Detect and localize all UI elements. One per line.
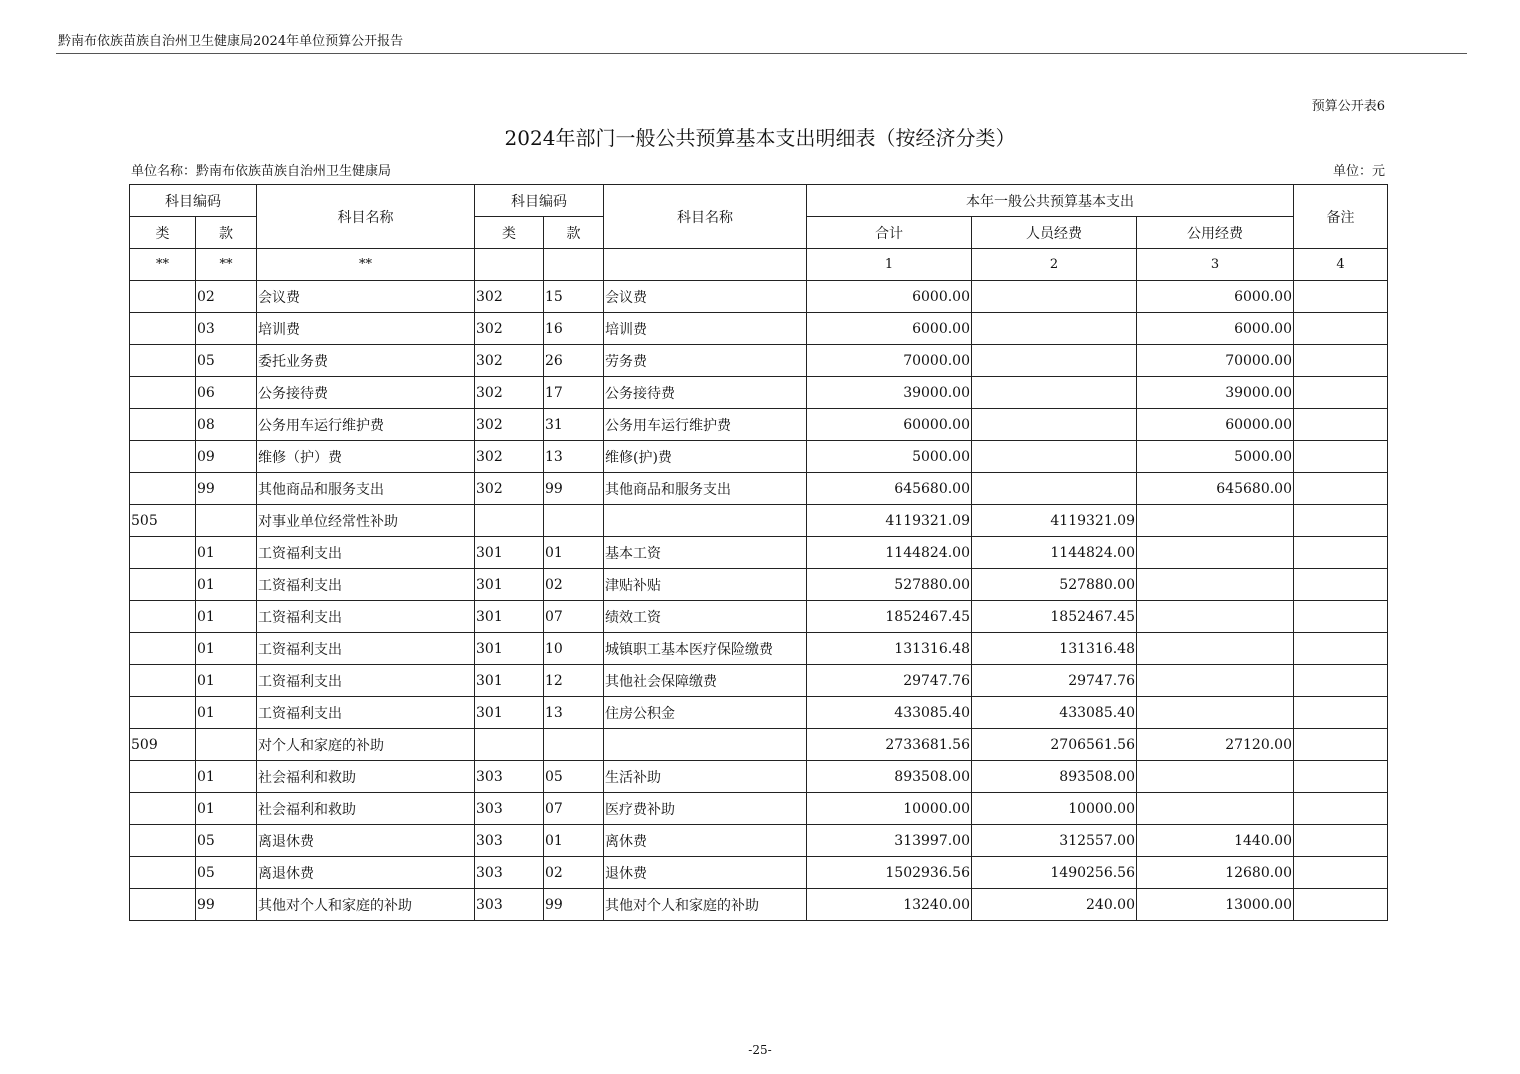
personnel-cell: 10000.00 [972,793,1137,825]
econ-kuan-cell: 01 [544,537,604,569]
func-kuan-cell: 01 [196,793,257,825]
table-row [130,473,1388,505]
total-cell: 2733681.56 [807,729,972,761]
table-row [130,633,1388,665]
func-kuan-cell: 06 [196,377,257,409]
header-divider [56,53,1467,54]
func-kuan-cell: 05 [196,825,257,857]
func-lei-cell [130,825,196,857]
expenditure-table [129,184,1388,921]
func-name-cell: 离退休费 [257,825,475,857]
func-lei-cell [130,409,196,441]
index-cell: 1 [807,249,972,281]
remark-cell [1294,601,1388,633]
remark-cell [1294,665,1388,697]
table-row [130,345,1388,377]
econ-name-cell: 退休费 [604,857,807,889]
econ-name-cell [604,505,807,537]
econ-lei-cell: 301 [475,569,544,601]
page-number: -25- [748,1043,772,1057]
table-row [130,825,1388,857]
personnel-cell: 4119321.09 [972,505,1137,537]
personnel-cell [972,377,1137,409]
func-name-cell: 委托业务费 [257,345,475,377]
econ-lei-cell: 302 [475,345,544,377]
public-cell: 60000.00 [1137,409,1294,441]
table-row [130,377,1388,409]
func-lei-cell [130,345,196,377]
func-lei-cell [130,665,196,697]
econ-kuan-cell: 05 [544,761,604,793]
remark-cell [1294,377,1388,409]
func-name-cell: 公务接待费 [257,377,475,409]
remark-cell [1294,569,1388,601]
personnel-cell: 131316.48 [972,633,1137,665]
remark-cell [1294,697,1388,729]
public-cell [1137,569,1294,601]
form-number: 预算公开表6 [1311,99,1385,114]
table-row [130,281,1388,313]
func-lei-cell [130,889,196,921]
func-kuan-cell: 01 [196,633,257,665]
total-cell: 5000.00 [807,441,972,473]
header-public: 公用经费 [1137,217,1294,249]
econ-name-cell: 维修(护)费 [604,441,807,473]
func-name-cell: 工资福利支出 [257,665,475,697]
index-cell [604,249,807,281]
total-cell: 1852467.45 [807,601,972,633]
index-cell: 3 [1137,249,1294,281]
public-cell: 27120.00 [1137,729,1294,761]
table-row [130,313,1388,345]
func-name-cell: 工资福利支出 [257,569,475,601]
personnel-cell [972,441,1137,473]
table-row [130,889,1388,921]
public-cell: 6000.00 [1137,313,1294,345]
index-cell [544,249,604,281]
header-code-group-econ: 科目编码 [475,185,604,217]
func-name-cell: 工资福利支出 [257,537,475,569]
total-cell: 10000.00 [807,793,972,825]
func-name-cell: 维修（护）费 [257,441,475,473]
header-name: 科目名称 [257,185,475,249]
index-row [130,249,1388,281]
personnel-cell: 240.00 [972,889,1137,921]
public-cell [1137,633,1294,665]
remark-cell [1294,761,1388,793]
econ-name-cell: 其他社会保障缴费 [604,665,807,697]
total-cell: 39000.00 [807,377,972,409]
func-name-cell: 公务用车运行维护费 [257,409,475,441]
unit-name: 单位名称：黔南布依族苗族自治州卫生健康局 [131,164,392,179]
econ-kuan-cell: 07 [544,793,604,825]
public-cell: 6000.00 [1137,281,1294,313]
public-cell [1137,793,1294,825]
public-cell [1137,761,1294,793]
total-cell: 527880.00 [807,569,972,601]
index-cell: ** [196,249,257,281]
personnel-cell [972,313,1137,345]
total-cell: 4119321.09 [807,505,972,537]
total-cell: 29747.76 [807,665,972,697]
func-name-cell: 对事业单位经常性补助 [257,505,475,537]
public-cell: 12680.00 [1137,857,1294,889]
econ-name-cell: 津贴补贴 [604,569,807,601]
econ-name-cell: 培训费 [604,313,807,345]
personnel-cell: 1144824.00 [972,537,1137,569]
func-lei-cell [130,793,196,825]
index-cell: 4 [1294,249,1388,281]
personnel-cell: 29747.76 [972,665,1137,697]
func-name-cell: 培训费 [257,313,475,345]
econ-kuan-cell [544,729,604,761]
remark-cell [1294,857,1388,889]
personnel-cell: 433085.40 [972,697,1137,729]
header-kuan-econ: 款 [544,217,604,249]
econ-lei-cell: 301 [475,601,544,633]
econ-kuan-cell: 99 [544,473,604,505]
func-lei-cell [130,857,196,889]
func-kuan-cell: 99 [196,473,257,505]
public-cell: 5000.00 [1137,441,1294,473]
personnel-cell [972,345,1137,377]
header-lei: 类 [130,217,196,249]
func-lei-cell [130,601,196,633]
public-cell: 70000.00 [1137,345,1294,377]
econ-kuan-cell: 07 [544,601,604,633]
econ-lei-cell: 303 [475,857,544,889]
func-name-cell: 工资福利支出 [257,633,475,665]
total-cell: 6000.00 [807,313,972,345]
econ-lei-cell: 302 [475,441,544,473]
public-cell: 645680.00 [1137,473,1294,505]
econ-lei-cell: 301 [475,537,544,569]
personnel-cell: 312557.00 [972,825,1137,857]
econ-name-cell: 生活补助 [604,761,807,793]
func-kuan-cell: 01 [196,697,257,729]
econ-lei-cell: 301 [475,665,544,697]
header-budget-group: 本年一般公共预算基本支出 [807,185,1294,217]
currency-unit: 单位：元 [1332,164,1385,179]
func-kuan-cell: 09 [196,441,257,473]
index-cell: 2 [972,249,1137,281]
econ-kuan-cell: 02 [544,857,604,889]
remark-cell [1294,825,1388,857]
personnel-cell: 527880.00 [972,569,1137,601]
func-kuan-cell: 01 [196,665,257,697]
func-name-cell: 工资福利支出 [257,601,475,633]
econ-lei-cell: 302 [475,377,544,409]
total-cell: 60000.00 [807,409,972,441]
func-lei-cell [130,281,196,313]
econ-kuan-cell: 31 [544,409,604,441]
func-name-cell: 会议费 [257,281,475,313]
econ-lei-cell: 302 [475,281,544,313]
econ-name-cell: 其他对个人和家庭的补助 [604,889,807,921]
table-row [130,569,1388,601]
func-lei-cell: 509 [130,729,196,761]
header-lei-econ: 类 [475,217,544,249]
econ-kuan-cell [544,505,604,537]
econ-name-cell: 公务用车运行维护费 [604,409,807,441]
personnel-cell [972,409,1137,441]
econ-kuan-cell: 10 [544,633,604,665]
total-cell: 433085.40 [807,697,972,729]
econ-name-cell: 基本工资 [604,537,807,569]
econ-lei-cell: 301 [475,633,544,665]
func-kuan-cell: 01 [196,761,257,793]
func-kuan-cell [196,729,257,761]
header-total: 合计 [807,217,972,249]
personnel-cell: 1490256.56 [972,857,1137,889]
econ-name-cell: 会议费 [604,281,807,313]
table-row [130,601,1388,633]
func-name-cell: 其他商品和服务支出 [257,473,475,505]
personnel-cell [972,473,1137,505]
table-row [130,761,1388,793]
total-cell: 893508.00 [807,761,972,793]
func-kuan-cell: 02 [196,281,257,313]
total-cell: 313997.00 [807,825,972,857]
econ-kuan-cell: 17 [544,377,604,409]
table-row [130,793,1388,825]
header-kuan: 款 [196,217,257,249]
remark-cell [1294,633,1388,665]
econ-lei-cell: 302 [475,473,544,505]
econ-name-cell: 劳务费 [604,345,807,377]
page-title: 2024年部门一般公共预算基本支出明细表（按经济分类） [504,126,1016,150]
public-cell: 1440.00 [1137,825,1294,857]
table-row [130,729,1388,761]
func-lei-cell: 505 [130,505,196,537]
public-cell [1137,697,1294,729]
table-row [130,537,1388,569]
func-kuan-cell: 99 [196,889,257,921]
table-row [130,409,1388,441]
func-kuan-cell [196,505,257,537]
total-cell: 645680.00 [807,473,972,505]
table-row [130,505,1388,537]
econ-kuan-cell: 16 [544,313,604,345]
public-cell [1137,537,1294,569]
econ-name-cell: 医疗费补助 [604,793,807,825]
econ-name-cell: 城镇职工基本医疗保险缴费 [604,633,807,665]
func-lei-cell [130,569,196,601]
econ-lei-cell [475,505,544,537]
econ-name-cell [604,729,807,761]
remark-cell [1294,345,1388,377]
econ-lei-cell: 302 [475,409,544,441]
econ-name-cell: 绩效工资 [604,601,807,633]
func-lei-cell [130,537,196,569]
remark-cell [1294,313,1388,345]
remark-cell [1294,537,1388,569]
func-lei-cell [130,441,196,473]
func-lei-cell [130,377,196,409]
personnel-cell [972,281,1137,313]
header-code-group: 科目编码 [130,185,257,217]
func-kuan-cell: 01 [196,601,257,633]
public-cell: 13000.00 [1137,889,1294,921]
table-row [130,665,1388,697]
func-lei-cell [130,761,196,793]
remark-cell [1294,729,1388,761]
personnel-cell: 893508.00 [972,761,1137,793]
econ-kuan-cell: 02 [544,569,604,601]
func-kuan-cell: 05 [196,857,257,889]
func-lei-cell [130,313,196,345]
remark-cell [1294,409,1388,441]
index-cell: ** [130,249,196,281]
func-lei-cell [130,697,196,729]
remark-cell [1294,473,1388,505]
func-kuan-cell: 08 [196,409,257,441]
econ-lei-cell: 303 [475,761,544,793]
econ-kuan-cell: 01 [544,825,604,857]
econ-lei-cell: 301 [475,697,544,729]
econ-kuan-cell: 13 [544,697,604,729]
func-name-cell: 社会福利和救助 [257,761,475,793]
remark-cell [1294,889,1388,921]
personnel-cell: 1852467.45 [972,601,1137,633]
econ-kuan-cell: 99 [544,889,604,921]
econ-kuan-cell: 26 [544,345,604,377]
table-row [130,857,1388,889]
func-name-cell: 离退休费 [257,857,475,889]
public-cell [1137,665,1294,697]
header-name-econ: 科目名称 [604,185,807,249]
total-cell: 13240.00 [807,889,972,921]
func-kuan-cell: 03 [196,313,257,345]
econ-kuan-cell: 13 [544,441,604,473]
func-name-cell: 工资福利支出 [257,697,475,729]
econ-name-cell: 离休费 [604,825,807,857]
remark-cell [1294,505,1388,537]
econ-lei-cell: 302 [475,313,544,345]
remark-cell [1294,281,1388,313]
econ-kuan-cell: 15 [544,281,604,313]
func-kuan-cell: 01 [196,569,257,601]
econ-name-cell: 住房公积金 [604,697,807,729]
total-cell: 1502936.56 [807,857,972,889]
func-name-cell: 对个人和家庭的补助 [257,729,475,761]
func-name-cell: 其他对个人和家庭的补助 [257,889,475,921]
total-cell: 131316.48 [807,633,972,665]
header-remark: 备注 [1294,185,1388,249]
econ-lei-cell: 303 [475,889,544,921]
econ-lei-cell: 303 [475,793,544,825]
econ-name-cell: 其他商品和服务支出 [604,473,807,505]
table-row [130,441,1388,473]
econ-name-cell: 公务接待费 [604,377,807,409]
remark-cell [1294,793,1388,825]
personnel-cell: 2706561.56 [972,729,1137,761]
total-cell: 70000.00 [807,345,972,377]
func-lei-cell [130,633,196,665]
econ-lei-cell [475,729,544,761]
public-cell [1137,505,1294,537]
func-kuan-cell: 01 [196,537,257,569]
total-cell: 1144824.00 [807,537,972,569]
public-cell: 39000.00 [1137,377,1294,409]
table-row [130,697,1388,729]
func-name-cell: 社会福利和救助 [257,793,475,825]
index-cell: ** [257,249,475,281]
header-personnel: 人员经费 [972,217,1137,249]
func-lei-cell [130,473,196,505]
econ-lei-cell: 303 [475,825,544,857]
public-cell [1137,601,1294,633]
index-cell [475,249,544,281]
total-cell: 6000.00 [807,281,972,313]
report-header: 黔南布依族苗族自治州卫生健康局2024年单位预算公开报告 [58,34,404,49]
func-kuan-cell: 05 [196,345,257,377]
remark-cell [1294,441,1388,473]
econ-kuan-cell: 12 [544,665,604,697]
